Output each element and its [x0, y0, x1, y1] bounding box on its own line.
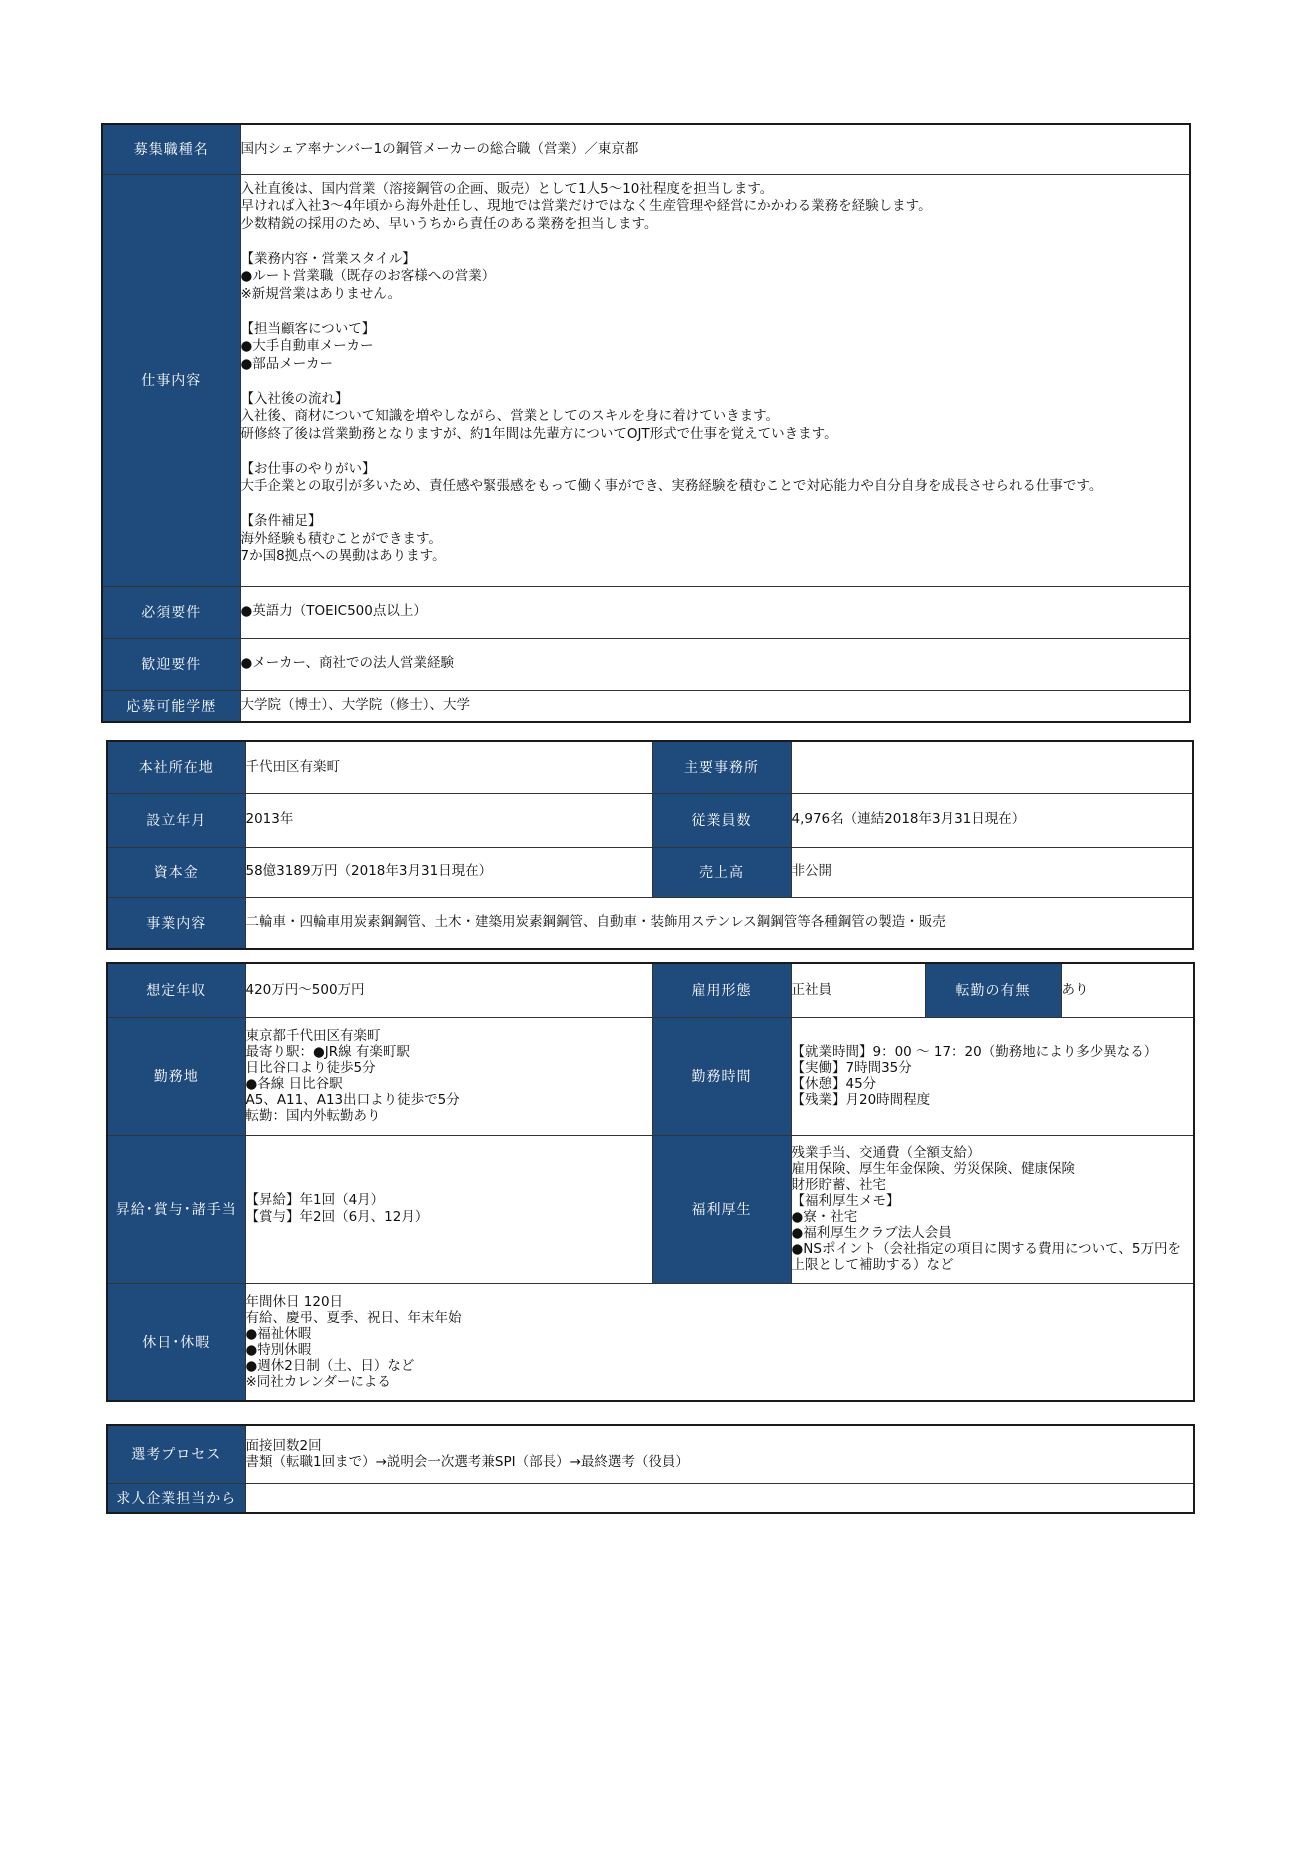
business-label: 事業内容 — [107, 897, 245, 949]
work-location-value: 東京都千代田区有楽町 最寄り駅：●JR線 有楽町駅 日比谷口より徒歩5分 ●各線 日比谷駅 A5、A11、A13出口より徒歩で5分 転勤：国内外転勤あり — [245, 1017, 652, 1135]
main-office-value — [791, 741, 1193, 793]
job-title-label: 募集職種名 — [102, 124, 240, 174]
employment-type-value: 正社員 — [791, 963, 925, 1017]
main-office-label: 主要事務所 — [652, 741, 791, 793]
transfer-value: あり — [1061, 963, 1194, 1017]
welfare-label: 福利厚生 — [652, 1135, 791, 1283]
welcome-requirements-value: ●メーカー、商社での法人営業経験 — [240, 638, 1190, 690]
required-requirements-label: 必須要件 — [102, 586, 240, 638]
business-value: 二輪車・四輪車用炭素鋼鋼管、土木・建築用炭素鋼鋼管、自動車・装飾用ステンレス鋼鋼管等各種鋼管の製造・販売 — [245, 897, 1193, 949]
welfare-value: 残業手当、交通費（全額支給） 雇用保険、厚生年金保険、労災保険、健康保険 財形貯蓄、社宅 【福利厚生メモ】 ●寮・社宅 ●福利厚生クラブ法人会員 ●NSポイント（会社指定の項目に関する費用について、5万円を上限として補助する）など — [791, 1135, 1194, 1283]
salary-label: 想定年収 — [107, 963, 245, 1017]
work-location-label: 勤務地 — [107, 1017, 245, 1135]
job-info-table — [101, 123, 1191, 723]
job-title-value: 国内シェア率ナンバー1の鋼管メーカーの総合職（営業）／東京都 — [240, 124, 1190, 174]
conditions-table — [106, 962, 1195, 1402]
employees-label: 従業員数 — [652, 793, 791, 847]
education-value: 大学院（博士）、大学院（修士）、大学 — [240, 690, 1190, 722]
headquarters-value: 千代田区有楽町 — [245, 741, 652, 793]
transfer-label: 転勤の有無 — [925, 963, 1061, 1017]
welcome-requirements-label: 歓迎要件 — [102, 638, 240, 690]
working-hours-label: 勤務時間 — [652, 1017, 791, 1135]
selection-process-value: 面接回数2回 書類（転職1回まで）→説明会一次選考兼SPI（部長）→最終選考（役員） — [245, 1425, 1194, 1483]
employment-type-label: 雇用形態 — [652, 963, 791, 1017]
education-label: 応募可能学歴 — [102, 690, 240, 722]
raise-bonus-value: 【昇給】年1回（4月） 【賞与】年2回（6月、12月） — [245, 1135, 652, 1283]
salary-value: 420万円～500万円 — [245, 963, 652, 1017]
capital-label: 資本金 — [107, 847, 245, 897]
selection-process-label: 選考プロセス — [107, 1425, 245, 1483]
employees-value: 4,976名（連結2018年3月31日現在） — [791, 793, 1193, 847]
selection-table — [106, 1424, 1195, 1514]
holidays-label: 休日･休暇 — [107, 1283, 245, 1401]
required-requirements-value: ●英語力（TOEIC500点以上） — [240, 586, 1190, 638]
working-hours-value: 【就業時間】9：00 ～ 17：20（勤務地により多少異なる） 【実働】7時間35分 【休憩】45分 【残業】月20時間程度 — [791, 1017, 1194, 1135]
job-description-label: 仕事内容 — [102, 174, 240, 586]
raise-bonus-label: 昇給･賞与･諸手当 — [107, 1135, 245, 1283]
job-description-value: 入社直後は、国内営業（溶接鋼管の企画、販売）として1人5～10社程度を担当します。 早ければ入社3～4年頃から海外赴任し、現地では営業だけではなく生産管理や経営にかかわる業務を経験します。 少数精鋭の採用のため、早いうちから責任のある業務を担当します。 【業務内容・営業スタイル】 ●ルート営業職（既存のお客様への営業） ※新規営業はありません。 【担当顧客について】 ●大手自動車メーカー ●部品メーカー 【入社後の流れ】 入社後、商材について知識を増やしながら、営業としてのスキルを身に着けていきます。 研修終了後は営業勤務となりますが、約1年間は先輩方についてOJT形式で仕事を覚えていきます。 【お仕事のやりがい】 大手企業との取引が多いため、責任感や緊張感をもって働く事ができ、実務経験を積むことで対応能力や自分自身を成長させられる仕事です。 【条件補足】 海外経験も積むことができます。 7か国8拠点への異動はあります。 — [240, 174, 1190, 586]
headquarters-label: 本社所在地 — [107, 741, 245, 793]
holidays-value: 年間休日 120日 有給、慶弔、夏季、祝日、年末年始 ●福祉休暇 ●特別休暇 ●週休2日制（土、日）など ※同社カレンダーによる — [245, 1283, 1194, 1401]
company-contact-value — [245, 1483, 1194, 1513]
sales-label: 売上高 — [652, 847, 791, 897]
company-info-table — [106, 740, 1194, 950]
capital-value: 58億3189万円（2018年3月31日現在） — [245, 847, 652, 897]
founded-label: 設立年月 — [107, 793, 245, 847]
company-contact-label: 求人企業担当から — [107, 1483, 245, 1513]
sales-value: 非公開 — [791, 847, 1193, 897]
founded-value: 2013年 — [245, 793, 652, 847]
